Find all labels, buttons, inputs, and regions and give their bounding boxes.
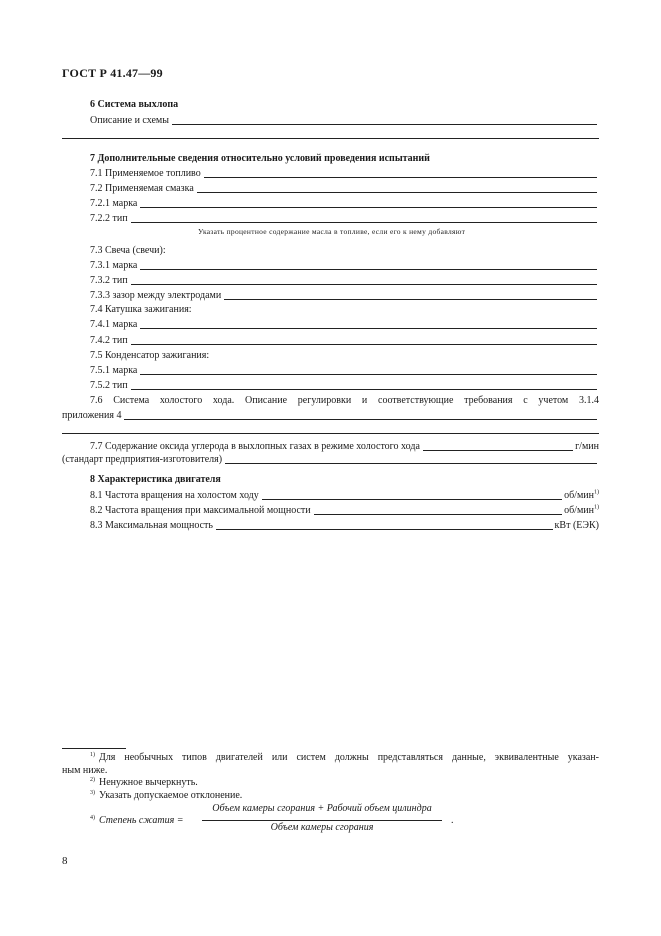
fill-line xyxy=(423,450,573,451)
power-unit: кВт (ЕЭК) xyxy=(554,520,599,531)
fill-line xyxy=(204,177,597,178)
spark-plug-heading: 7.3 Свеча (свечи): xyxy=(90,245,166,256)
co-content-label: 7.7 Содержание оксида углерода в выхлопных газах в режиме холостого хода xyxy=(90,441,420,452)
max-power-field[interactable] xyxy=(90,518,599,532)
rpm-unit: об/мин$^{1)}$ xyxy=(564,489,599,501)
lubricant-label: 7.2 Применяемая смазка xyxy=(90,183,194,194)
idle-system-field[interactable] xyxy=(62,408,599,422)
fill-line xyxy=(140,207,597,208)
lubricant-brand-label: 7.2.1 марка xyxy=(90,198,138,209)
fill-line xyxy=(314,514,562,515)
ignition-coil-type-field[interactable] xyxy=(90,333,599,347)
section-6-heading: 6 Система выхлопа xyxy=(90,99,179,110)
fill-line xyxy=(172,124,597,125)
footnote-1 xyxy=(90,752,599,764)
spark-plug-brand-label: 7.3.1 марка xyxy=(90,260,138,271)
fill-line xyxy=(224,299,597,300)
condenser-brand-label: 7.5.1 марка xyxy=(90,365,138,376)
max-power-label: 8.3 Максимальная мощность xyxy=(90,520,213,531)
ignition-coil-brand-label: 7.4.1 марка xyxy=(90,319,138,330)
footnote-3-mark: 3) xyxy=(90,789,95,796)
fill-line xyxy=(216,529,553,530)
fill-line xyxy=(124,419,597,420)
ignition-coil-heading: 7.4 Катушка зажигания: xyxy=(90,304,192,315)
fill-line xyxy=(131,284,597,285)
section-8-heading: 8 Характеристика двигателя xyxy=(90,474,221,485)
electrode-gap-label: 7.3.3 зазор между электродами xyxy=(90,290,222,301)
footnote-4-mark: 4) xyxy=(90,814,95,821)
page-number: 8 xyxy=(62,855,68,867)
fill-line xyxy=(140,328,597,329)
formula-denominator: Объем камеры сгорания xyxy=(270,822,374,833)
fill-line xyxy=(131,344,597,345)
idle-system-label: приложения 4 xyxy=(62,410,122,421)
blank-line xyxy=(62,433,599,434)
condenser-type-label: 7.5.2 тип xyxy=(90,380,128,391)
co-unit: г/мин xyxy=(575,441,599,452)
lubricant-type-field[interactable] xyxy=(90,211,599,225)
idle-speed-label: 8.1 Частота вращения на холостом ходу xyxy=(90,490,259,501)
rpm-unit: об/мин$^{1)}$ xyxy=(564,504,599,516)
condenser-type-field[interactable] xyxy=(90,378,599,392)
footnote-2 xyxy=(90,777,198,789)
ignition-coil-brand-field[interactable] xyxy=(90,317,599,331)
exhaust-description-label: Описание и схемы xyxy=(90,115,169,126)
footnote-3-text: Указать допускаемое отклонение. xyxy=(99,790,243,801)
footnote-1-text: Для необычных типов двигателей или систем должны представляться данные, эквивалентные указан- xyxy=(99,752,599,763)
formula-numerator: Объем камеры сгорания + Рабочий объем цилиндра xyxy=(212,803,432,814)
fill-line xyxy=(197,192,597,193)
spark-plug-type-label: 7.3.2 тип xyxy=(90,275,128,286)
formula-period: . xyxy=(451,815,454,826)
exhaust-description-field[interactable] xyxy=(90,113,599,127)
document-header: ГОСТ Р 41.47—99 xyxy=(62,66,163,80)
footnote-2-text: Ненужное вычеркнуть. xyxy=(99,777,198,788)
co-content-field[interactable] xyxy=(90,439,599,453)
lubricant-type-label: 7.2.2 тип xyxy=(90,213,128,224)
spark-plug-brand-field[interactable] xyxy=(90,258,599,272)
max-power-speed-label: 8.2 Частота вращения при максимальной мощности xyxy=(90,505,311,516)
fill-line xyxy=(131,389,597,390)
fill-line xyxy=(225,463,597,464)
formula-fraction-bar xyxy=(202,820,442,821)
footnote-separator xyxy=(62,748,126,749)
footnote-1-continuation: ным ниже. xyxy=(62,765,108,776)
lubricant-brand-field[interactable] xyxy=(90,196,599,210)
ignition-coil-type-label: 7.4.2 тип xyxy=(90,335,128,346)
fill-line xyxy=(140,269,597,270)
idle-speed-field[interactable] xyxy=(90,488,599,502)
fill-line xyxy=(140,374,597,375)
footnote-ref: 1) xyxy=(594,489,599,496)
condenser-brand-field[interactable] xyxy=(90,363,599,377)
electrode-gap-field[interactable] xyxy=(90,288,599,302)
footnote-3 xyxy=(90,790,242,802)
footnote-4 xyxy=(90,815,184,827)
idle-system-text: 7.6 Система холостого хода. Описание регулировки и соответствующие требования с учетом 3.1.4 xyxy=(90,395,599,406)
fuel-field[interactable] xyxy=(90,166,599,180)
footnote-1-mark: 1) xyxy=(90,751,95,758)
max-power-speed-field[interactable] xyxy=(90,503,599,517)
fuel-label: 7.1 Применяемое топливо xyxy=(90,168,201,179)
spark-plug-type-field[interactable] xyxy=(90,273,599,287)
footnote-2-mark: 2) xyxy=(90,776,95,783)
condenser-heading: 7.5 Конденсатор зажигания: xyxy=(90,350,210,361)
manufacturer-standard-field[interactable] xyxy=(62,452,599,466)
section-7-heading: 7 Дополнительные сведения относительно условий проведения испытаний xyxy=(90,153,430,164)
lubricant-note: Указать процентное содержание масла в топливе, если его к нему добавляют xyxy=(198,227,466,236)
fill-line xyxy=(262,499,562,500)
blank-line xyxy=(62,138,599,139)
manufacturer-standard-label: (стандарт предприятия-изготовителя) xyxy=(62,454,223,465)
fill-line xyxy=(131,222,597,223)
lubricant-field[interactable] xyxy=(90,181,599,195)
compression-ratio-label: Степень сжатия = xyxy=(99,815,184,826)
footnote-ref: 1) xyxy=(594,504,599,511)
